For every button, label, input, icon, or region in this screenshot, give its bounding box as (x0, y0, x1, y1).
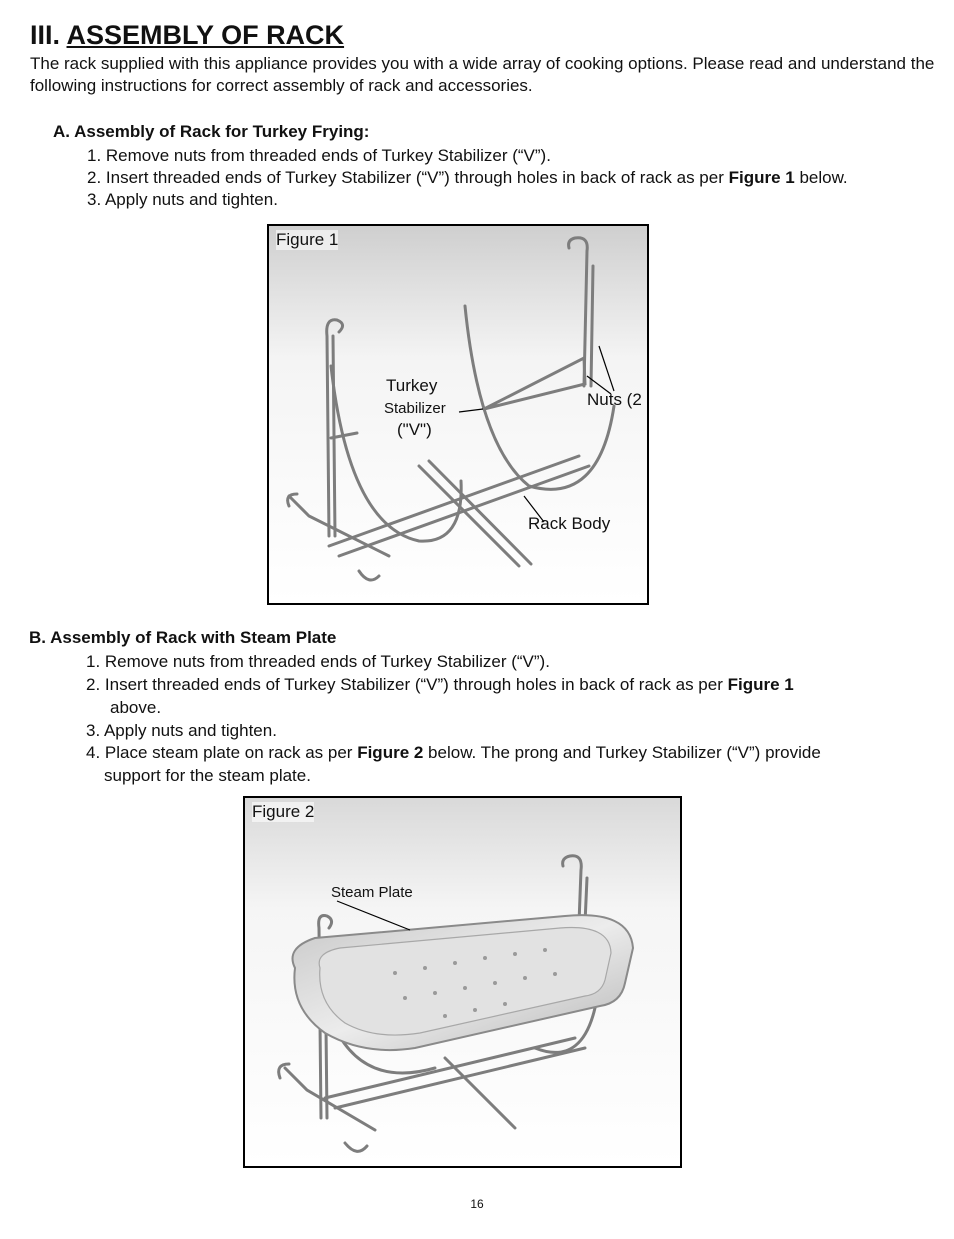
part-b-heading: B. Assembly of Rack with Steam Plate (29, 628, 337, 647)
part-a-step-2 (87, 167, 848, 189)
part-b-step-4-end: below. The prong and Turkey Stabilizer (“V”) provide (423, 743, 821, 762)
part-a-step-2-end: below. (794, 168, 848, 187)
steam-plate-illustration (245, 798, 680, 1166)
part-a-step-2-text: 2. Insert threaded ends of Turkey Stabilizer (“V”) through holes in back of rack as per (87, 168, 729, 187)
callout-stabilizer: Stabilizer (384, 400, 446, 417)
figure-2 (243, 796, 682, 1168)
part-b-step-4-cont: support for the steam plate. (104, 766, 311, 785)
section-title (30, 20, 344, 51)
figure-1-label: Figure 1 (276, 230, 339, 249)
part-b-step-4 (86, 742, 821, 764)
part-b-step-2-text: 2. Insert threaded ends of Turkey Stabilizer (“V”) through holes in back of rack as per (86, 675, 728, 694)
figure-1 (267, 224, 649, 605)
figure-2-reference: Figure 2 (357, 743, 424, 762)
section-heading: ASSEMBLY OF RACK (66, 20, 345, 50)
part-a-heading: A. Assembly of Rack for Turkey Frying: (53, 122, 370, 141)
rack-illustration (269, 226, 647, 603)
part-b-step-2-cont: above. (110, 698, 162, 717)
part-a-step-1: 1. Remove nuts from threaded ends of Turkey Stabilizer (“V”). (87, 146, 551, 165)
callout-turkey: Turkey (386, 376, 438, 395)
figure-2-label: Figure 2 (252, 802, 315, 821)
callout-steam-plate: Steam Plate (331, 884, 413, 901)
part-b-step-3: 3. Apply nuts and tighten. (86, 721, 277, 740)
callout-v: ("V") (397, 420, 432, 439)
figure-1-reference-b: Figure 1 (727, 675, 794, 694)
callout-nuts: Nuts (2 (587, 390, 642, 409)
part-b-step-1: 1. Remove nuts from threaded ends of Turkey Stabilizer (“V”). (86, 652, 550, 671)
part-a-step-3: 3. Apply nuts and tighten. (87, 190, 278, 209)
page-number: 16 (470, 1197, 484, 1211)
part-b-step-4-text: 4. Place steam plate on rack as per (86, 743, 358, 762)
section-number: III. (30, 20, 61, 50)
figure-1-reference: Figure 1 (728, 168, 795, 187)
part-b-step-2 (86, 674, 794, 696)
intro-paragraph: The rack supplied with this appliance provides you with a wide array of cooking options. Please read and understand the following instructions for correct assembly of rack and accessories. (30, 54, 935, 95)
callout-rack-body: Rack Body (528, 514, 611, 533)
